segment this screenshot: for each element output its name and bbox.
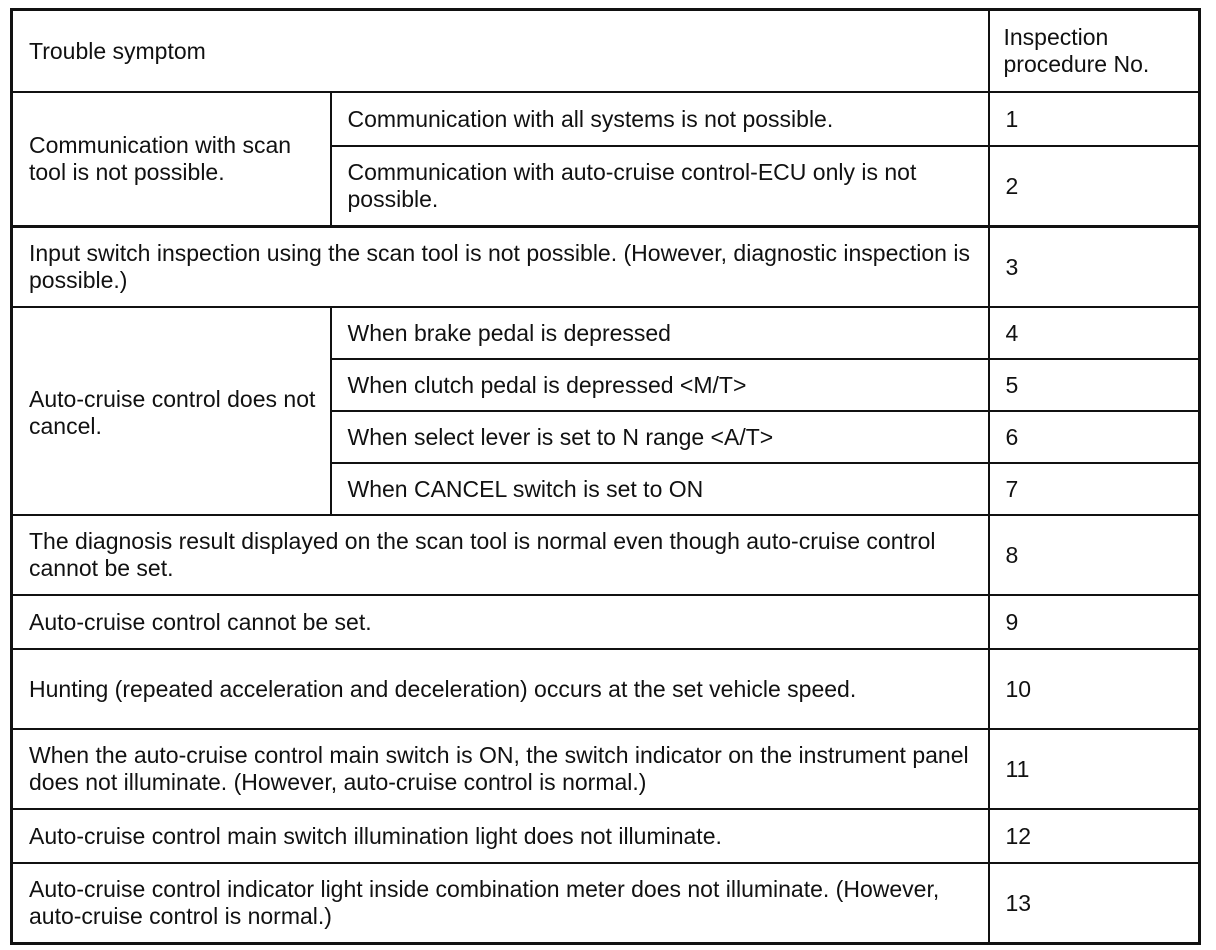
procedure-no-cell: 1	[989, 92, 1200, 146]
symptom-cell: The diagnosis result displayed on the scan tool is normal even though auto-cruise control cannot be set.	[12, 515, 989, 595]
procedure-no-cell: 11	[989, 729, 1200, 809]
symptom-cell: Communication with auto-cruise control-ECU only is not possible.	[331, 146, 989, 227]
header-procedure-line1: Inspection	[1003, 24, 1109, 50]
procedure-no-cell: 4	[989, 307, 1200, 359]
symptom-cell: When clutch pedal is depressed <M/T>	[331, 359, 989, 411]
table-row	[12, 515, 1200, 595]
procedure-no-cell: 8	[989, 515, 1200, 595]
group-label-cancel: Auto-cruise control does not cancel.	[12, 307, 331, 515]
table-row	[12, 809, 1200, 863]
procedure-no-cell: 6	[989, 411, 1200, 463]
symptom-cell: Hunting (repeated acceleration and deceleration) occurs at the set vehicle speed.	[12, 649, 989, 729]
header-procedure-line2: procedure No.	[1003, 51, 1150, 77]
procedure-no-cell: 12	[989, 809, 1200, 863]
procedure-no-cell: 3	[989, 227, 1200, 308]
table-row	[12, 595, 1200, 649]
symptom-cell: Auto-cruise control main switch illumination light does not illuminate.	[12, 809, 989, 863]
symptom-cell: Input switch inspection using the scan tool is not possible. (However, diagnostic inspection is possible.)	[12, 227, 989, 308]
table-row	[12, 307, 1200, 359]
procedure-no-cell: 13	[989, 863, 1200, 944]
symptom-cell: When brake pedal is depressed	[331, 307, 989, 359]
procedure-no-cell: 7	[989, 463, 1200, 515]
procedure-no-cell: 2	[989, 146, 1200, 227]
table-row	[12, 92, 1200, 146]
table-row	[12, 863, 1200, 944]
symptom-cell: When CANCEL switch is set to ON	[331, 463, 989, 515]
header-inspection-procedure-no	[989, 10, 1200, 93]
procedure-no-cell: 9	[989, 595, 1200, 649]
symptom-cell: Communication with all systems is not possible.	[331, 92, 989, 146]
symptom-cell: Auto-cruise control cannot be set.	[12, 595, 989, 649]
header-trouble-symptom: Trouble symptom	[12, 10, 989, 93]
procedure-no-cell: 5	[989, 359, 1200, 411]
trouble-symptom-table	[10, 8, 1201, 945]
procedure-no-cell: 10	[989, 649, 1200, 729]
table-row	[12, 649, 1200, 729]
group-label-communication: Communication with scan tool is not possible.	[12, 92, 331, 227]
symptom-cell: When the auto-cruise control main switch is ON, the switch indicator on the instrument panel does not illuminate. (However, auto-cruise control is normal.)	[12, 729, 989, 809]
symptom-cell: When select lever is set to N range <A/T>	[331, 411, 989, 463]
symptom-cell: Auto-cruise control indicator light inside combination meter does not illuminate. (However, auto-cruise control is normal.)	[12, 863, 989, 944]
header-row	[12, 10, 1200, 93]
table-row	[12, 227, 1200, 308]
table-row	[12, 729, 1200, 809]
